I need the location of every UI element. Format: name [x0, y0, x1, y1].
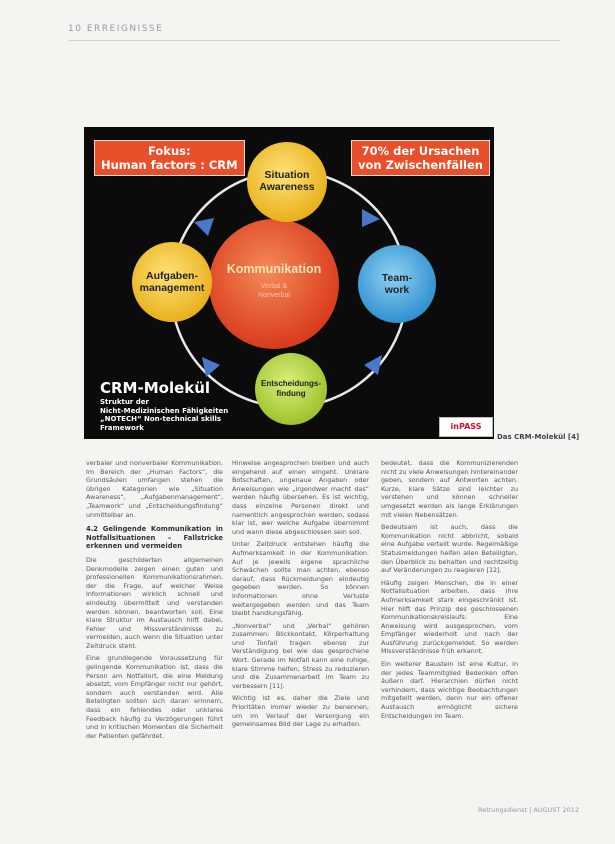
label-kommunikation-sub: [234, 282, 314, 300]
paragraph: Häufig zeigen Menschen, die in einer Notfallsituation arbeiten, dass ihre Aufmerksamkeit stark eingeschränkt ist. Hier hilft das Prinzip des geschlossenen Kommunikationskreislaufs: Eine Anweisung wird ausgesprochen, vom Empfänger wiederholt und nach der Ausführung zurückgemeldet. So werden Missverständnisse früh erkannt.: [381, 578, 518, 656]
molecule-title: CRM-Molekül: [100, 379, 211, 397]
molecule-desc-line-3: „NOTECH“ Non-technical skills: [100, 415, 222, 423]
paragraph: Eine grundlegende Voraussetzung für gelingende Kommunikation ist, dass die Person am Notfallort, die eine Meldung absetzt, vom Empfänger nicht nur gehört, sondern auch verstanden wird. Alle Beteiligten sollten sich daran erinnern, dass ein fehlendes oder unklares Feedback häufig zu Verzögerungen führt und in kritischen Momenten die Sicherheit der Patienten gefährdet.: [86, 654, 223, 740]
paragraph: „Nonverbal“ und „Verbal“ gehören zusammen: Blickkontakt, Körperhaltung und Tonfall tragen ebenso zur Verständigung bei wie das gesprochene Wort. Gerade im Notfall kann eine ruhige, klare Stimme helfen, Stress zu reduzieren und die Zusammenarbeit im Team zu verbessern [11].: [232, 621, 369, 690]
focus-box: [94, 140, 245, 176]
percentage-line-2: von Zwischenfällen: [358, 158, 483, 172]
paragraph: Hinweise angesprochen bleiben und auch eingehend auf einen eingeht. Unklare Botschaften, ungenaue Angaben oder Anweisungen wie „irgendwer macht das“ werden häufig übersehen. Es ist wichtig, dass einzelne Personen direkt und namentlich angesprochen werden, sodass klar ist, wer welche Aufgabe übernimmt und wann diese abgeschlossen sein soll.: [232, 459, 369, 536]
label-center-sub-1: Verbal &: [260, 283, 288, 290]
paragraph: Wichtig ist es, daher die Ziele und Prioritäten immer wieder zu benennen, um im Verlauf der Versorgung ein gemeinsames Bild der Lage zu erhalten.: [232, 694, 369, 729]
text-column-3: [381, 459, 518, 724]
section-heading: 4.2 Gelingende Kommunikation in Notfallsituationen – Fallstricke erkennen und vermeiden: [86, 525, 223, 551]
label-top-line-1: Situation: [264, 169, 310, 181]
crm-molecule-figure: [84, 127, 494, 439]
label-center-sub-2: Nonverbal: [258, 292, 290, 299]
footer-journal: Rettungsdienst | AUGUST 2012: [478, 806, 580, 814]
arrow-bottom-left: [202, 357, 220, 377]
molecule-desc-line-2: Nicht-Medizinischen Fähigkeiten: [100, 406, 229, 415]
label-entscheidungsfindung: [256, 379, 326, 399]
arrow-top-left: [194, 218, 214, 236]
focus-line-1: Fokus:: [148, 144, 191, 158]
paragraph: verbaler und nonverbaler Kommunikation. Im Bereich der „Human Factors“, die Grundsäulen umfangen stehen die übrigen Kategorien wie „Situation Awareness“, „Aufgabenmanagement“, „Teamwork“ und „Entscheidungsfindung“ unmittelbar an.: [86, 459, 223, 519]
molecule-desc-line-1: Struktur der: [100, 398, 149, 406]
label-top-line-2: Awareness: [259, 181, 315, 193]
inpass-logo: inPASS: [439, 417, 493, 437]
paragraph: Bedeutsam ist auch, dass die Kommunikation nicht abbricht, sobald eine Aufgabe verteilt wurde. Regelmäßige Statusmeldungen helfen allen Beteiligten, den Überblick zu behalten und rechtzeitig auf Veränderungen zu reagieren [12].: [381, 523, 518, 575]
header-rule: [68, 40, 560, 41]
percentage-box: [351, 140, 490, 176]
text-column-1: [86, 459, 223, 744]
label-right-line-1: Team-: [381, 272, 413, 284]
label-kommunikation: Kommunikation: [226, 262, 322, 276]
text-column-2: [232, 459, 369, 733]
molecule-desc-line-4: Framework: [100, 423, 144, 432]
label-left-line-1: Aufgaben-: [146, 270, 198, 282]
label-left-line-2: management: [139, 282, 205, 294]
focus-line-2: Human factors : CRM: [101, 158, 238, 172]
label-bottom-line-1: Entscheidungs-: [260, 379, 321, 388]
percentage-line-1: 70% der Ursachen: [361, 144, 480, 158]
paragraph: Unter Zeitdruck entstehen häufig die Aufmerksamkeit in der Kommunikation. Auf je jeweils eigene sprachliche Schwächen sollte man achten, ebenso darauf, dass Rückmeldungen eindeutig gegeben werden. So können Informationen ohne Verluste weitergegeben werden und das Team bleibt handlungsfähig.: [232, 540, 369, 618]
paragraph: Ein weiterer Baustein ist eine Kultur, in der jedes Teammitglied Bedenken offen äußern darf. Hierarchien dürfen nicht verhindern, dass wichtige Beobachtungen mitgeteilt werden, denn nur ein offener Austausch ermöglicht sichere Entscheidungen im Team.: [381, 660, 518, 720]
paragraph: bedeutet, dass die Kommunizierenden nicht zu viele Anweisungen hintereinander geben, sondern auf Antworten achten. Kurze, klare Sätze sind leichter zu verstehen und können schneller umgesetzt werden als lange Erklärungen mit vielen Nebensätzen.: [381, 459, 518, 519]
running-head: 10 ERREIGNISSE: [68, 24, 164, 34]
figure-caption: Das CRM-Molekül [4]: [497, 433, 580, 441]
label-right-line-2: work: [384, 284, 410, 296]
label-situation-awareness: [247, 169, 327, 193]
label-aufgabenmanagement: [132, 270, 212, 294]
label-teamwork: [362, 272, 432, 296]
label-bottom-line-2: findung: [276, 389, 306, 398]
paragraph: Die geschilderten allgemeinen Denkmodelle zeigen einen guten und professionellen Kommunikationsrahmen, der die Frage, auf welcher Weise Informationen wirklich schnell und eindeutig übermittelt und verstanden werden können, beantworten soll. Eine klare Struktur im Austausch hilft dabei, Fehler und Missverständnisse zu vermeiden, auch wenn die Situation unter Zeitdruck steht.: [86, 555, 223, 650]
molecule-description: [100, 398, 260, 432]
